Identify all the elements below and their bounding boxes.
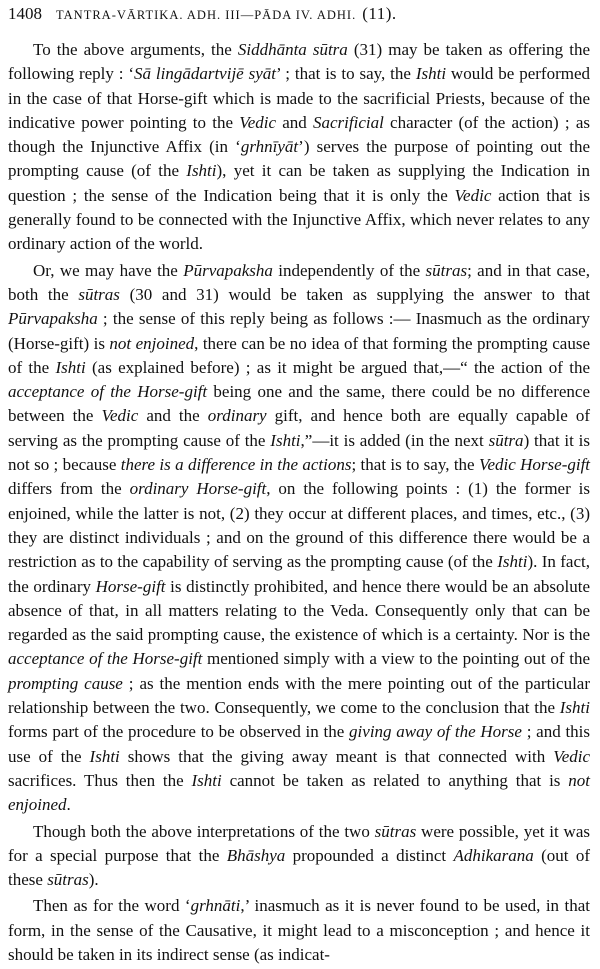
italic-term: sūtras — [47, 870, 89, 890]
italic-term: Ishti — [497, 552, 528, 572]
italic-term: not enjoined — [8, 770, 590, 815]
text-run: action that is generally found to be connected with the Injunctive Affix, which never relates to any ordinary action of the world. — [8, 185, 590, 254]
italic-term: prompting cause — [8, 673, 123, 693]
text-run: (out of these — [8, 845, 591, 890]
italic-term: sūtra — [488, 430, 524, 450]
italic-term: acceptance of the Horse-gift — [8, 382, 208, 402]
italic-term: Ishti — [89, 746, 120, 766]
text-run: and the — [138, 406, 208, 426]
adhikarana-number: (11). — [362, 4, 397, 23]
text-run: ’ ; that is to say, the — [275, 64, 416, 84]
paragraph — [8, 820, 590, 893]
text-run: sacrifices. Thus then the — [8, 770, 192, 790]
text-run: (30 and 31) would be taken as supplying the answer to that — [119, 284, 590, 304]
italic-term: Pūrvapaksha — [183, 260, 273, 280]
italic-term: giving away of the Horse — [349, 722, 522, 742]
text-run: propounded a distinct — [285, 845, 454, 865]
text-run: ’) serves the purpose of pointing out the prompting cause (of the — [8, 137, 590, 181]
text-run: ; and in that case, both the — [8, 260, 590, 304]
italic-term: Ishti — [55, 357, 86, 377]
italic-term: sūtras — [78, 284, 120, 304]
text-run: Or, we may have the — [33, 260, 184, 280]
text-run: ,”—it is added (in the next — [300, 430, 489, 450]
italic-term: acceptance of the Horse-gift — [8, 649, 203, 669]
text-run: (31) may be taken as offering the following reply : ‘ — [8, 40, 590, 84]
italic-term: ordinary — [207, 406, 267, 426]
text-run: were possible, yet it was for a special purpose that the — [8, 821, 590, 865]
italic-term: Vedic — [454, 185, 492, 205]
text-run: Then as for the word ‘ — [33, 896, 191, 916]
text-run: . — [66, 795, 71, 815]
italic-term: Sacrificial — [313, 112, 384, 132]
text-run: ), yet it can be taken as supplying the Indication in question ; the sense of the Indication being that it is only the — [8, 161, 590, 205]
italic-term: Ishti — [186, 161, 217, 181]
text-run: differs from the — [8, 479, 130, 499]
italic-term: Vedic — [239, 112, 277, 132]
text-run: character (of the action) ; as though the Injunctive Affix (in ‘ — [8, 112, 590, 157]
italic-term: Adhikarana — [453, 845, 534, 865]
text-run: cannot be taken as related to anything that is — [221, 770, 569, 790]
italic-term: Vedic Horse-gift — [478, 455, 591, 475]
italic-term: there is a difference in the actions — [120, 455, 352, 475]
text-run: To the above arguments, the — [33, 40, 238, 59]
text-run: mentioned simply with a view to the pointing out of the — [202, 649, 590, 669]
italic-term: sūtras — [374, 821, 417, 841]
running-header — [8, 0, 590, 30]
italic-term: Ishti — [191, 770, 222, 790]
italic-term: sūtras — [425, 260, 468, 280]
italic-term: grhnāti — [190, 896, 241, 916]
italic-term: Horse-gift — [95, 576, 166, 596]
text-run: ; the sense of this reply being as follows :— Inasmuch as the ordinary (Horse-gift) is — [8, 309, 590, 353]
italic-term: Pūrvapaksha — [8, 309, 98, 329]
text-run: being one and the same, there could be no difference between the — [8, 382, 590, 426]
italic-term: ordinary Horse-gift — [129, 479, 267, 499]
body-text — [8, 38, 590, 967]
text-run: ; and this use of the — [8, 722, 591, 766]
text-run: and — [276, 112, 313, 132]
text-run: (as explained before) ; as it might be argued that,—“ the action of the — [85, 357, 590, 377]
italic-term: grhnīyāt — [240, 137, 299, 157]
text-run: is distinctly prohibited, and hence there would be an absolute absence of that, in all matters relating to the Veda. Consequently only that can be regarded as the said prompting cause, the existence of which is a certainty. Nor is the — [8, 576, 590, 645]
text-run: ; that is to say, the — [351, 455, 479, 475]
text-run: gift, and hence both are equally capable of serving as the prompting cause of the — [8, 406, 590, 450]
text-run: ). — [88, 870, 99, 890]
italic-term: Ishti — [270, 430, 301, 450]
text-run: forms part of the procedure to be observed in the — [8, 722, 350, 742]
text-run: independently of the — [272, 260, 426, 280]
paragraph — [8, 894, 590, 967]
italic-term: not enjoined — [109, 333, 195, 353]
italic-term: Ishti — [559, 698, 590, 718]
text-run: , there can be no idea of that forming the prompting cause of the — [8, 333, 590, 377]
italic-term: Siddhānta sūtra — [237, 40, 348, 59]
italic-term: Bhāshya — [226, 845, 286, 865]
italic-term: Vedic — [553, 746, 591, 766]
italic-term: Sā lingādartvijē syāt — [134, 64, 276, 84]
text-run: ; as the mention ends with the mere pointing out of the particular relationship between the two. Consequently, we come to the conclusion that the — [8, 673, 590, 718]
text-run: ). In fact, the ordinary — [8, 552, 590, 596]
paragraph — [8, 259, 590, 818]
paragraph — [8, 38, 590, 257]
text-run: ,’ inasmuch as it is never found to be used, in that form, in the sense of the Causative, it might lead to a misconception ; and hence it should be taken in its indirect sense (as indicat- — [8, 896, 590, 964]
running-title: TANTRA-VĀRTIKA. ADH. III—PĀDA IV. ADHI. — [56, 8, 357, 22]
page-number: 1408 — [8, 4, 42, 23]
text-run: shows that the giving away meant is that connected with — [119, 746, 554, 766]
text-run: would be performed in the case of that Horse-gift which is made to the sacrificial Priests, because of the indicative power pointing to the — [8, 64, 590, 132]
italic-term: Vedic — [101, 406, 139, 426]
text-run: Though both the above interpretations of the two — [33, 821, 375, 841]
italic-term: Ishti — [415, 64, 447, 84]
text-run: , on the following points : (1) the former is enjoined, while the latter is not, (2) they occur at different places, and times, etc., (3) they are distinct individuals ; and on the ground of this difference there would be a restriction as to the capability of serving as the prompting cause (of the — [8, 479, 591, 572]
text-run: ) that it is not so ; because — [8, 430, 590, 475]
